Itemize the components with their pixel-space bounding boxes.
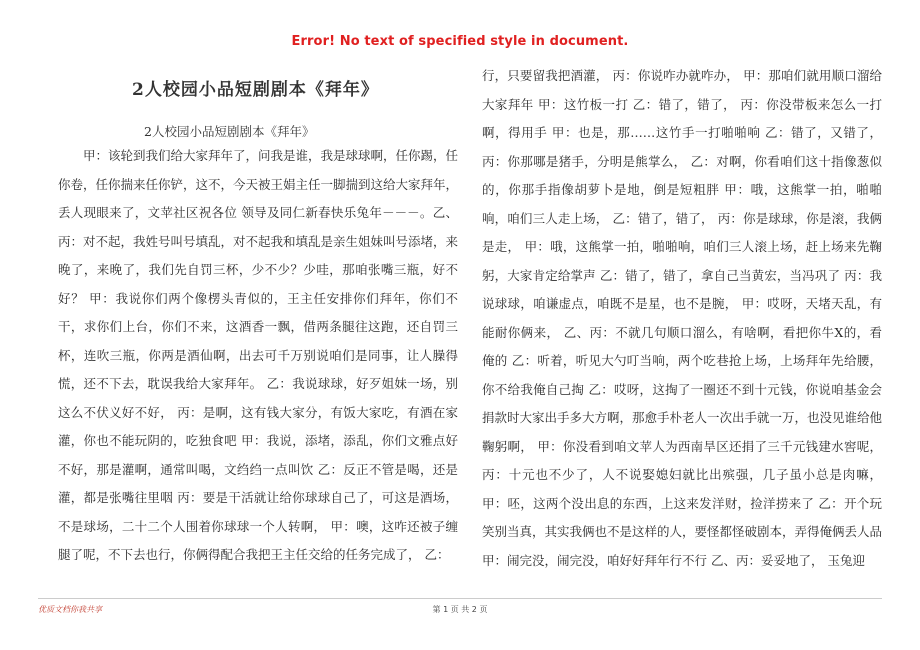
page-number: 第 1 页 共 2 页 [432, 605, 488, 614]
body-paragraph-left: 甲：该轮到我们给大家拜年了，问我是谁，我是球球啊，任你踢，任你卷，任你揣来任你铲，这不，今天被王娟主任一脚揣到这给大家拜年，丢人现眼来了，文苹社区祝各位 领导及同仁新春快乐兔年－－－。乙、丙：对不起，我姓号叫号填乱，对不起我和填乱是亲生姐妹叫号添堵，来晚了，来晚了，我们先自罚三杯，少不少？少哇，那咱张嘴三瓶，好不好？ 甲：我说你们两个像楞头青似的，王主任安排你们拜年，你们不干，求你们上台，你们不来，这酒香一飘，借两条腿往这跑，还自罚三杯，连吹三瓶，你两是酒仙啊，出去可千万别说咱们是同事，让人臊得慌，还不下去，耽误我给大家拜年。 乙：我说球球，好歹姐妹一场，别这么不伏义好不好， 丙：是啊，这有钱大家分，有饭大家吃，有酒在家灌，你也不能玩阴的，吃独食吧 甲：我说，添堵，添乱，你们文雅点好不好，那是灌啊，通常叫喝，文绉绉一点叫饮 乙：反正不管是喝，还是灌，都是张嘴往里咽 丙：要是干活就让给你球球自己了，可这是酒场，不是球场，二十二个人围着你球球一个人转啊， 甲：噢，这咋还被子缠腿了呢，不下去也行，你俩得配合我把王主任交给的任务完成了， 乙： [58, 148, 459, 562]
footer-divider [38, 598, 882, 599]
error-banner: Error! No text of specified style in document. [291, 34, 629, 49]
document-title: 2人校园小品短剧剧本《拜年》 [132, 80, 379, 100]
body-paragraph-right: 行，只要留我把酒灌， 丙：你说咋办就咋办， 甲：那咱们就用顺口溜给大家拜年 甲：这竹板一打 乙：错了，错了， 丙：你没带板来怎么一打啊，得用手 甲：也是，那……这竹手一打啪啪响 乙：错了，又错了， 丙：你那哪是猪手，分明是熊掌么， 乙：对啊，你看咱们这十指像葱似的，你那手指像胡萝卜是地，倒是短粗胖 甲：哦，这熊掌一拍，啪啪响，咱们三人走上场， 乙：错了，错了， 丙：你是球球，你是滚，我俩是走， 甲：哦，这熊掌一拍，啪啪响，咱们三人滚上场，赶上场来先鞠躬，大家肯定给掌声 乙：错了，错了，拿自己当黄宏，当冯巩了 丙：我说球球，咱谦虚点，咱既不是星，也不是腕， 甲：哎呀，天堵天乱，有能耐你俩来， 乙、丙：不就几句顺口溜么，有啥啊，看把你牛X的，看俺的 乙：听着，听见大勺叮当响，两个吃巷抢上场，上场拜年先给腰，你不给我俺自己掏 乙：哎呀，这掏了一圈还不到十元钱，你说咱基金会捐款时大家出手多大方啊，那愈手朴老人一次出手就一万，也没见谁给他鞠躬啊， 甲：你没看到咱文苹人为西南旱区还捐了三千元钱建水窖呢， 丙：十元也不少了，人不说娶媳妇就比出殡强，几子虽小总是肉嘛， 甲：呸，这两个没出息的东西，上这来发洋财，捡洋捞来了 乙：开个玩笑别当真，其实我俩也不是这样的人，要怪都怪破剧本，弄得俺俩丢人品 甲：闹完没，闹完没，咱好好拜年行不行 乙、丙：妥妥地了， 玉兔迎 [482, 68, 883, 568]
footer-slogan: 优质文档你我共享 [38, 605, 102, 614]
document-subtitle: 2人校园小品短剧剧本《拜年》 [144, 124, 315, 139]
